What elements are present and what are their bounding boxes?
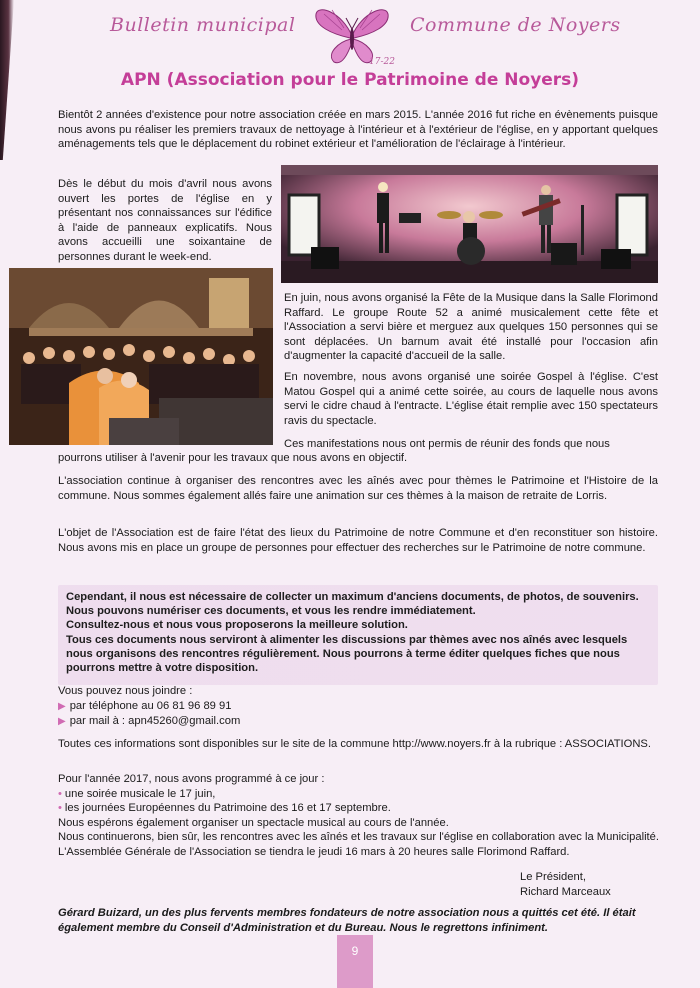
callout-line: Consultez-nous et nous vous proposerons la meilleure solution.: [66, 619, 408, 632]
program-continue: Nous continuerons, bien sûr, les rencontres avec les aînés et les travaux sur l'église en collaboration avec la Municipalité.: [58, 831, 659, 844]
signature-block: [520, 870, 611, 899]
tribute-note: Gérard Buizard, un des plus fervents membres fondateurs de notre association nous a quittés cet été. Il était également membre du Conseil d'Administration et du Bureau. Nous le regrettons infiniment.: [58, 907, 636, 934]
april-paragraph: Dès le début du mois d'avril nous avons ouvert les portes de l'église en y présentant nos connaissances sur l'édifice à l'aide de panneaux explicatifs. Nous avons accueilli une soixantaine de personnes durant le week-end.: [58, 178, 272, 263]
header-commune-name: Commune de Noyers: [410, 14, 621, 36]
callout-line: Nous pouvons numériser ces documents, et vous les rendre immédiatement.: [66, 605, 476, 618]
contact-mail-item: [58, 714, 658, 730]
funds-paragraph-line1: Ces manifestations nous ont permis de réunir des fonds que nous: [284, 438, 610, 450]
program-section: [58, 772, 663, 860]
concert-photo: [281, 165, 658, 283]
dot-bullet-icon: •: [58, 787, 62, 800]
header-bulletin-title: Bulletin municipal: [110, 14, 296, 36]
dot-bullet-icon: •: [58, 802, 62, 815]
website-info: Toutes ces informations sont disponibles sur le site de la commune http://www.noyers.fr à la rubrique : ASSOCIATIONS.: [58, 738, 651, 750]
contact-section: [58, 684, 658, 730]
contact-phone: par téléphone au 06 81 96 89 91: [69, 699, 232, 712]
program-item: • une soirée musicale le 17 juin,: [58, 787, 216, 800]
object-paragraph: L'objet de l'Association est de faire l'état des lieux du Patrimoine de notre Commune et d'en reconstituer son histoire. Nous avons mis en place un groupe de personnes pour effectuer des recherches sur le Patrimoine de notre commune.: [58, 527, 658, 554]
signature-role: Le Président,: [520, 871, 586, 883]
program-item: • les journées Européennes du Patrimoine des 16 et 17 septembre.: [58, 802, 391, 815]
june-paragraph: En juin, nous avons organisé la Fête de la Musique dans la Salle Florimond Raffard. Le groupe Route 52 a animé musicalement cette fête et l'Association a servi bière et merguez aux quelques 150 personnes qui se sont déplacées. Un barnum avait été installé pour l'occasion afin d'augmenter la capacité d'accueil de la salle.: [284, 292, 658, 363]
signature-name: Richard Marceaux: [520, 885, 611, 898]
funds-paragraph-line2: pourrons utiliser à l'avenir pour les travaux que nous avons en objectif.: [58, 452, 408, 464]
program-intro: Pour l'année 2017, nous avons programmé à ce jour :: [58, 773, 325, 785]
elders-paragraph: L'association continue à organiser des rencontres avec les aînés avec pour thèmes le Patrimoine et l'Histoire de la commune. Nous sommes également allés faire une animation sur ces thèmes à la maison de retraite de Lorris.: [58, 475, 658, 502]
program-general-assembly: L'Assemblée Générale de l'Association se tiendra le jeudi 16 mars à 20 heures salle Florimond Raffard.: [58, 845, 570, 858]
callout-line: Tous ces documents nous serviront à alimenter les discussions par thèmes avec nos aînés avec lesquels nous organisons des rencontres régulièrement. Nous pourrons à terme éditer quelques fiches que nous pourrons mettre à votre disposition.: [66, 633, 628, 675]
contact-phone-item: [58, 699, 658, 715]
arrow-bullet-icon: ▶: [58, 716, 66, 728]
gospel-church-photo: [9, 268, 273, 445]
issue-number: 17-22: [369, 57, 395, 67]
documents-callout-text: [66, 590, 648, 675]
arrow-bullet-icon: ▶: [58, 700, 66, 712]
page-title: APN (Association pour le Patrimoine de Noyers): [120, 70, 580, 90]
november-paragraph: En novembre, nous avons organisé une soirée Gospel à l'église. C'est Matou Gospel qui a animé cette soirée, au cours de laquelle nous avons servi le cidre chaud à l'entracte. L'église était remplie avec 150 spectateurs ravis du spectacle.: [284, 371, 658, 427]
page-number: 9: [351, 944, 359, 958]
page-number-tab: [337, 935, 373, 988]
contact-mail: par mail à : apn45260@gmail.com: [69, 715, 241, 728]
program-hope: Nous espérons également organiser un spectacle musical au cours de l'année.: [58, 816, 449, 829]
contact-intro: Vous pouvez nous joindre :: [58, 685, 193, 697]
intro-paragraph: Bientôt 2 années d'existence pour notre association créée en mars 2015. L'année 2016 fut riche en évènements puisque nous avons pu réaliser les premiers travaux de nettoyage à l'intérieur et à l'extérieur de l'église, en y apportant quelques aménagements tels que le déplacement du robinet extérieur et l'amélioration de l'éclairage à l'intérieur.: [58, 109, 658, 151]
callout-line: Cependant, il nous est nécessaire de collecter un maximum d'anciens documents, de photos, de souvenirs.: [66, 591, 639, 603]
